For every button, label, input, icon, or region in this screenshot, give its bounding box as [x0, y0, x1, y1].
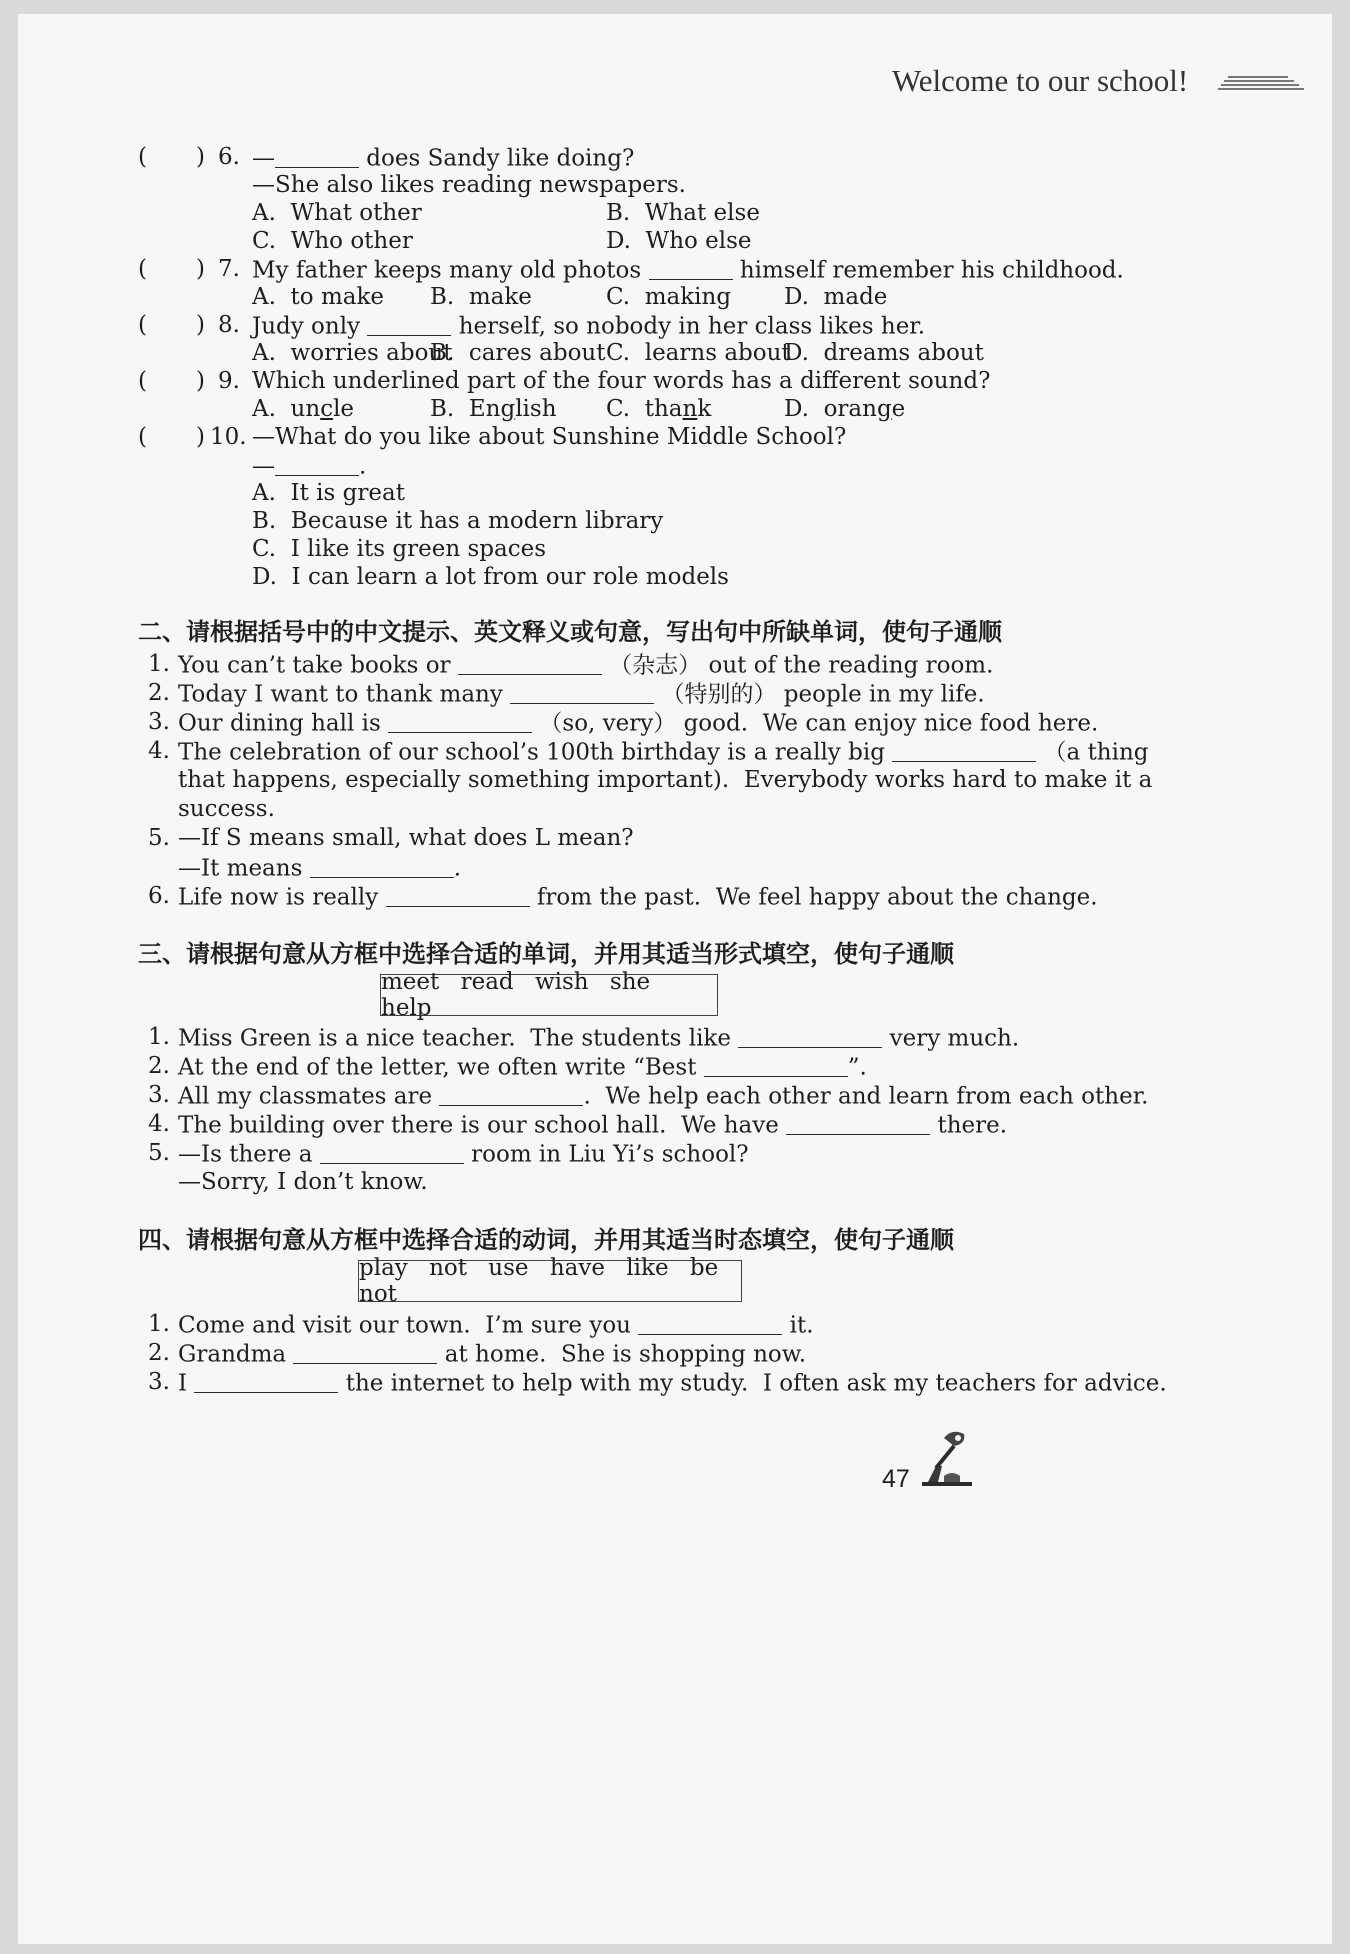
- word-box: [358, 1255, 742, 1307]
- answer-blank[interactable]: [638, 1311, 782, 1335]
- question-line: — .: [252, 453, 367, 480]
- item-text-continued: that happens, especially something important). Everybody works hard to make it a: [178, 767, 1153, 793]
- question-stem: My father keeps many old photos himself remember his childhood.: [252, 257, 1124, 284]
- item-number: 6.: [148, 883, 170, 909]
- answer-blank[interactable]: [194, 1369, 338, 1393]
- answer-blank[interactable]: [786, 1111, 930, 1135]
- option-a: A. It is great: [252, 480, 405, 506]
- section-3-heading: 三、请根据句意从方框中选择合适的单词，并用其适当形式填空，使句子通顺: [138, 940, 954, 968]
- answer-blank[interactable]: [388, 709, 532, 733]
- option-a: A. uncle: [252, 396, 355, 422]
- item-number: 2.: [148, 1340, 170, 1366]
- answer-blank[interactable]: [275, 452, 359, 476]
- question-number: 10.: [210, 424, 247, 450]
- option-d: D. Who else: [606, 228, 752, 254]
- workbook-page: [18, 14, 1332, 1944]
- item-text: Grandma at home. She is shopping now.: [178, 1341, 807, 1368]
- item-number: 5.: [148, 825, 170, 851]
- answer-blank[interactable]: [386, 883, 530, 907]
- question-number: 7.: [218, 256, 240, 282]
- word-box-text: play not use have like be not: [359, 1255, 719, 1307]
- item-number: 3.: [148, 1369, 170, 1395]
- answer-paren-open: (: [138, 144, 147, 170]
- item-text: Miss Green is a nice teacher. The students like very much.: [178, 1025, 1020, 1052]
- desk-lamp-mascot-icon: [914, 1426, 978, 1490]
- answer-blank[interactable]: [275, 144, 359, 168]
- option-b: B. What else: [606, 200, 760, 226]
- item-number: 4.: [148, 738, 170, 764]
- item-text: Our dining hall is （so, very） good. We can enjoy nice food here.: [178, 710, 1099, 737]
- question-stem: Which underlined part of the four words has a different sound?: [252, 368, 991, 394]
- word-box-text: meet read wish she help: [381, 969, 651, 1021]
- option-c: C. making: [606, 284, 732, 310]
- question-stem: — does Sandy like doing?: [252, 145, 635, 172]
- option-d: D. orange: [784, 396, 906, 422]
- answer-blank[interactable]: [439, 1082, 583, 1106]
- item-number: 3.: [148, 709, 170, 735]
- question-number: 9.: [218, 368, 240, 394]
- answer-paren-close: ): [196, 424, 205, 450]
- underlined-letter: g: [876, 396, 892, 422]
- answer-paren-close: ): [196, 256, 205, 282]
- page-number: 47: [882, 1465, 910, 1493]
- option-d: D. I can learn a lot from our role models: [252, 564, 729, 590]
- option-b: B. cares about: [430, 340, 606, 366]
- question-number: 6.: [218, 144, 240, 170]
- answer-paren-open: (: [138, 312, 147, 338]
- answer-paren-open: (: [138, 368, 147, 394]
- underlined-letter: c: [320, 396, 334, 422]
- answer-paren-open: (: [138, 256, 147, 282]
- item-number: 2.: [148, 1053, 170, 1079]
- item-text-continued: success.: [178, 796, 275, 822]
- header-stripes-decoration: [1218, 74, 1304, 94]
- item-text: Today I want to thank many （特别的） people in my life.: [178, 681, 985, 708]
- question-stem: —What do you like about Sunshine Middle School?: [252, 424, 847, 450]
- option-a: A. What other: [252, 200, 422, 226]
- item-text: The building over there is our school hall. We have there.: [178, 1112, 1008, 1139]
- option-a: A. worries about: [252, 340, 453, 366]
- item-number: 5.: [148, 1140, 170, 1166]
- answer-blank[interactable]: [293, 1340, 437, 1364]
- answer-blank[interactable]: [649, 256, 733, 280]
- item-text: —Sorry, I don’t know.: [178, 1169, 428, 1195]
- answer-blank[interactable]: [704, 1053, 848, 1077]
- answer-paren-close: ): [196, 368, 205, 394]
- option-b: B. English: [430, 396, 557, 422]
- item-text: You can’t take books or （杂志） out of the reading room.: [178, 652, 994, 679]
- item-text: The celebration of our school’s 100th birthday is a really big （a thing: [178, 739, 1149, 766]
- answer-blank[interactable]: [458, 651, 602, 675]
- option-d: D. dreams about: [784, 340, 984, 366]
- answer-blank[interactable]: [738, 1024, 882, 1048]
- item-number: 1.: [148, 651, 170, 677]
- answer-blank[interactable]: [310, 854, 454, 878]
- item-number: 3.: [148, 1082, 170, 1108]
- option-c: C. I like its green spaces: [252, 536, 546, 562]
- question-number: 8.: [218, 312, 240, 338]
- underlined-letter: g: [500, 396, 516, 422]
- answer-blank[interactable]: [510, 680, 654, 704]
- question-stem: Judy only herself, so nobody in her class likes her.: [252, 313, 926, 340]
- answer-blank[interactable]: [892, 738, 1036, 762]
- answer-blank[interactable]: [320, 1140, 464, 1164]
- option-c: C. thank: [606, 396, 712, 422]
- item-text: —It means .: [178, 855, 462, 882]
- item-text: All my classmates are . We help each other and learn from each other.: [178, 1083, 1149, 1110]
- item-text: —Is there a room in Liu Yi’s school?: [178, 1141, 749, 1168]
- option-c: C. learns about: [606, 340, 791, 366]
- underlined-letter: n: [682, 396, 698, 422]
- question-line: —She also likes reading newspapers.: [252, 172, 686, 198]
- answer-paren-open: (: [138, 424, 147, 450]
- option-c: C. Who other: [252, 228, 413, 254]
- item-text: Come and visit our town. I’m sure you it.: [178, 1312, 814, 1339]
- header-title: Welcome to our school!: [892, 63, 1189, 98]
- section-4-heading: 四、请根据句意从方框中选择合适的动词，并用其适当时态填空，使句子通顺: [138, 1226, 954, 1254]
- option-a: A. to make: [252, 284, 385, 310]
- answer-blank[interactable]: [367, 312, 451, 336]
- option-d: D. made: [784, 284, 888, 310]
- item-text: At the end of the letter, we often write “Best ”.: [178, 1054, 867, 1081]
- answer-paren-close: ): [196, 312, 205, 338]
- section-2-heading: 二、请根据括号中的中文提示、英文释义或句意，写出句中所缺单词，使句子通顺: [138, 618, 1002, 646]
- item-number: 4.: [148, 1111, 170, 1137]
- option-b: B. make: [430, 284, 532, 310]
- item-text: —If S means small, what does L mean?: [178, 825, 634, 851]
- item-number: 1.: [148, 1311, 170, 1337]
- item-text: I the internet to help with my study. I often ask my teachers for advice.: [178, 1370, 1167, 1397]
- item-text: Life now is really from the past. We feel happy about the change.: [178, 884, 1098, 911]
- item-number: 2.: [148, 680, 170, 706]
- word-box: [380, 969, 718, 1021]
- option-b: B. Because it has a modern library: [252, 508, 664, 534]
- item-number: 1.: [148, 1024, 170, 1050]
- answer-paren-close: ): [196, 144, 205, 170]
